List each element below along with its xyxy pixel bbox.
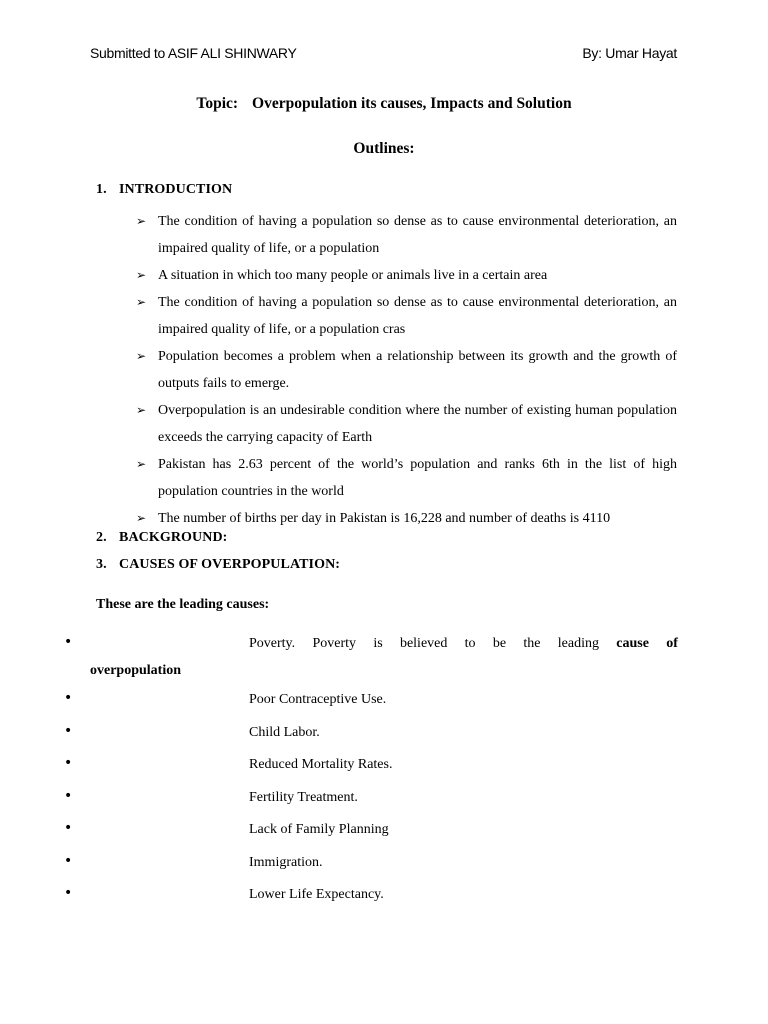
section-heading-background [96,530,227,546]
section-number: 1. [96,182,107,197]
bullet-dot-icon: • [64,690,73,706]
word: the [523,636,541,651]
section-number: 2. [96,530,107,545]
section-title: INTRODUCTION [119,182,233,197]
word: leading [557,636,599,651]
submitted-to-text: Submitted to ASIF ALI SHINWARY [90,45,297,61]
word: be [492,636,507,651]
arrow-bullet-icon: ➢ [136,403,147,417]
topic-title: Overpopulation its causes, Impacts and Solution [252,95,572,112]
list-item [64,721,678,754]
author-text: By: Umar Hayat [582,45,677,61]
list-item [135,262,677,289]
cause-text: Immigration. [249,854,323,870]
section-heading-causes [96,557,340,573]
page-header [90,45,677,61]
causes-bullet-list [64,632,678,916]
list-item [135,451,677,505]
bullet-dot-icon: • [64,722,73,739]
bullet-text: Population becomes a problem when a relationship between its growth and the growth of outputs fails to emerge. [158,349,677,391]
bullet-dot-icon: • [64,820,73,836]
arrow-bullet-icon: ➢ [136,214,147,228]
arrow-bullet-icon: ➢ [136,511,147,525]
introduction-bullet-list [135,208,677,532]
list-item [64,818,678,851]
cause-text: Poor Contraceptive Use. [249,692,387,707]
cause-text: Lower Life Expectancy. [249,887,384,902]
bullet-text: A situation in which too many people or animals live in a certain area [158,268,548,283]
arrow-bullet-icon: ➢ [136,295,147,309]
bold-word: of [666,636,678,651]
bullet-dot-icon: • [64,885,73,901]
cause-text-line [249,636,678,652]
word: to [464,636,476,651]
word: is [373,636,383,651]
list-item [135,208,677,262]
bullet-dot-icon: • [64,755,73,771]
section-number: 3. [96,557,107,572]
word: Poverty [312,636,357,651]
section-heading-introduction [96,182,232,198]
list-item [135,343,677,397]
cause-text-continuation: overpopulation [90,663,182,678]
bullet-text: The number of births per day in Pakistan is 16,228 and number of deaths is 4110 [158,511,611,526]
list-item [135,397,677,451]
list-item [64,786,678,819]
bullet-dot-icon: • [64,634,73,650]
arrow-bullet-icon: ➢ [136,349,147,363]
arrow-bullet-icon: ➢ [136,457,147,471]
section-title: CAUSES OF OVERPOPULATION: [119,557,341,572]
section-title: BACKGROUND: [119,530,228,545]
cause-text: Fertility Treatment. [249,789,358,805]
topic-label: Topic: [196,95,239,112]
bold-word: cause [616,636,649,651]
list-item [64,632,678,688]
bullet-text: The condition of having a population so dense as to cause environmental deterioration, an impaired quality of life, or a population cras [158,295,677,337]
bullet-text: Pakistan has 2.63 percent of the world’s population and ranks 6th in the list of high population countries in the world [158,457,677,499]
cause-text: Lack of Family Planning [249,822,389,837]
bullet-dot-icon: • [64,852,73,869]
bullet-text: Overpopulation is an undesirable condition where the number of existing human population exceeds the carrying capacity of Earth [158,403,677,445]
list-item [135,505,677,532]
outlines-heading: Outlines: [353,140,415,157]
bullet-text: The condition of having a population so dense as to cause environmental deterioration, an impaired quality of life, or a population [158,214,677,256]
list-item [64,883,678,916]
list-item [64,851,678,884]
topic-heading [0,95,768,113]
causes-intro-text: These are the leading causes: [96,597,270,612]
list-item [135,289,677,343]
list-item [64,688,678,721]
word: believed [399,636,448,651]
bullet-dot-icon: • [64,787,73,804]
arrow-bullet-icon: ➢ [136,268,147,282]
list-item [64,753,678,786]
word: Poverty. [249,636,296,651]
cause-text: Reduced Mortality Rates. [249,757,393,772]
cause-text: Child Labor. [249,724,320,740]
